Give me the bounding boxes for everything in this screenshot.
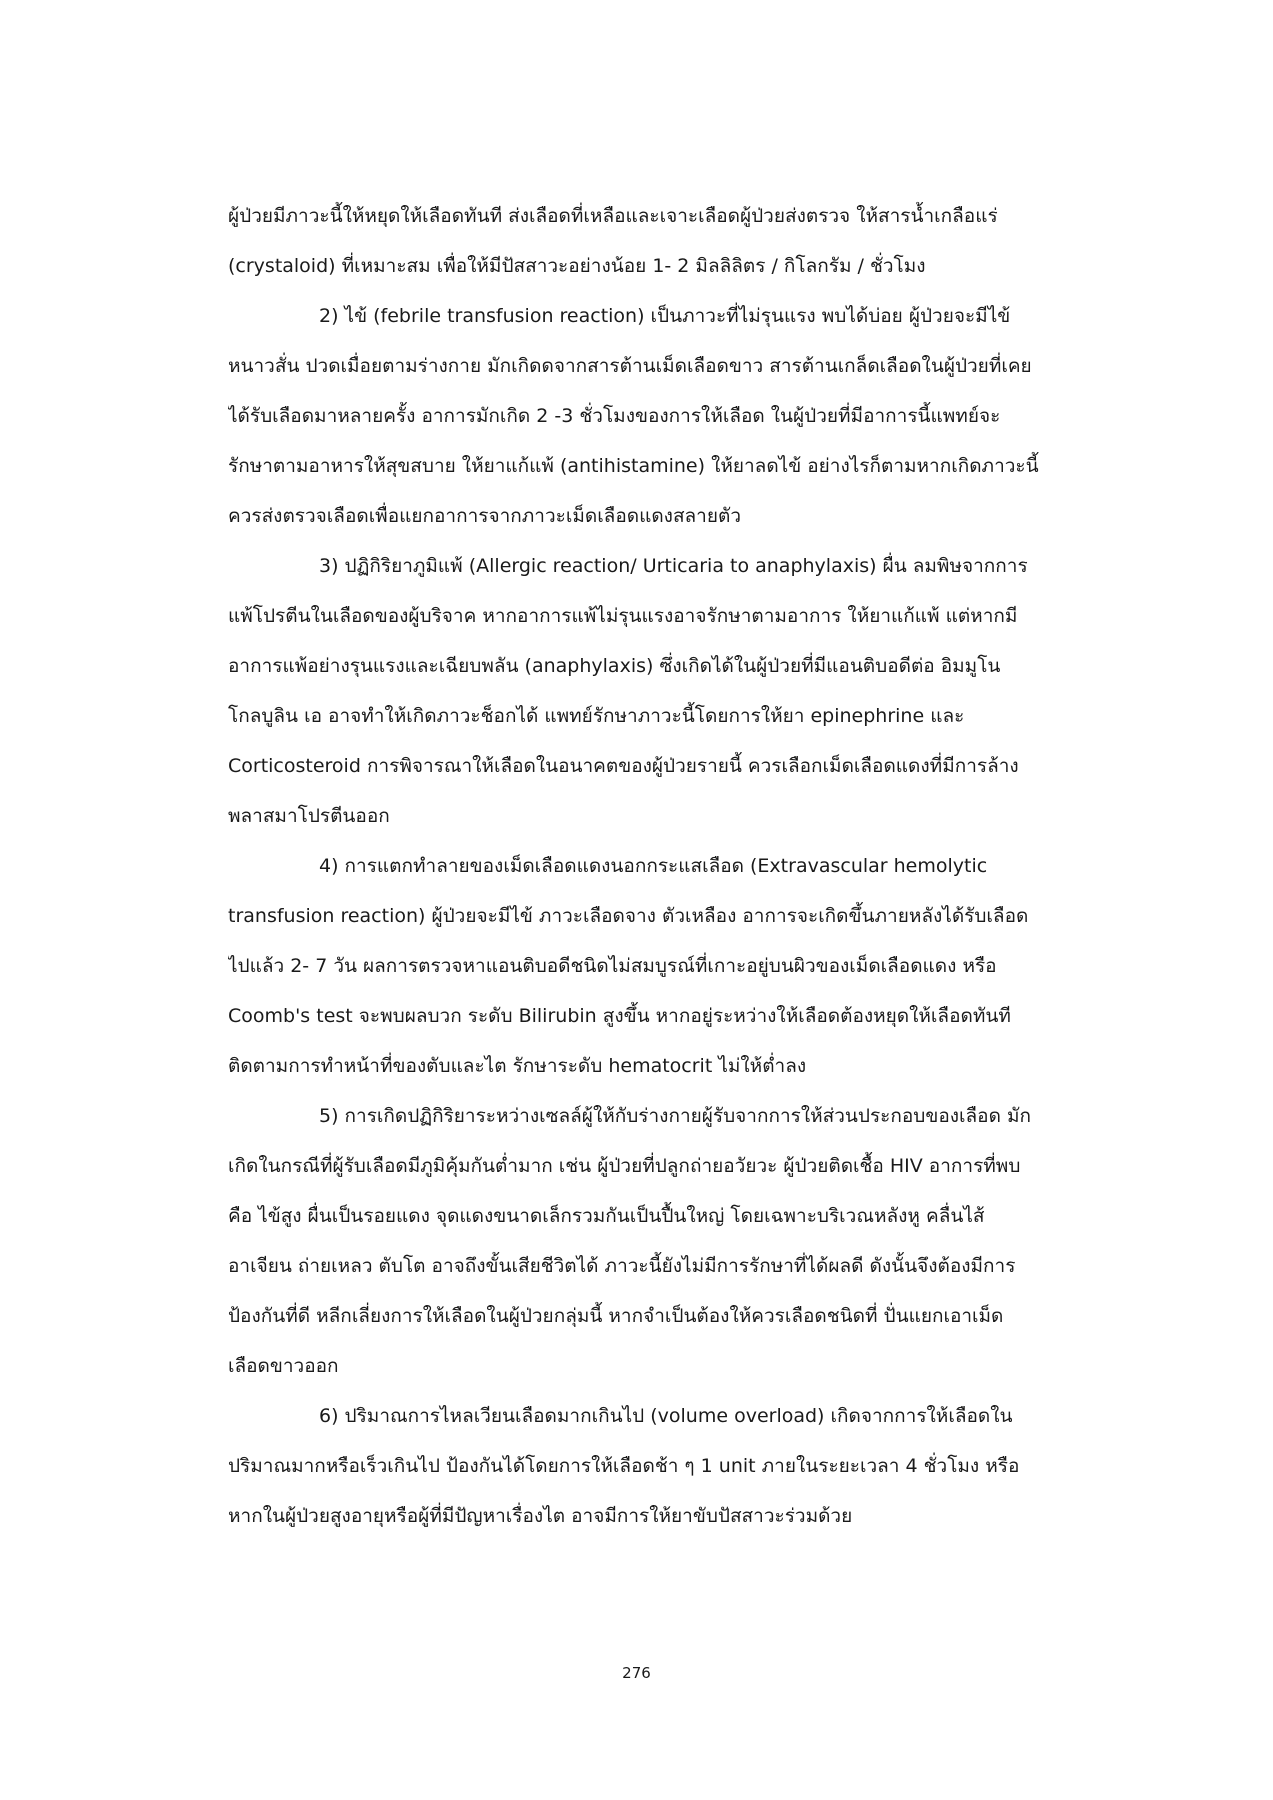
page-number: 276	[622, 1664, 651, 1682]
body-text-line: ไปแล้ว 2- 7 วัน ผลการตรวจหาแอนติบอดีชนิดไม่สมบูรณ์ที่เกาะอยู่บนผิวของเม็ดเลือดแดง หรือ	[228, 955, 997, 977]
body-text-line: หนาวสั่น ปวดเมื่อยตามร่างกาย มักเกิดดจากสารต้านเม็ดเลือดขาว สารต้านเกล็ดเลือดในผู้ป่วยที่เคย	[228, 355, 1032, 377]
body-text-line: ผู้ป่วยมีภาวะนี้ให้หยุดให้เลือดทันที ส่งเลือดที่เหลือและเจาะเลือดผู้ป่วยส่งตรวจ ให้สารน้ำเกลือแร่	[228, 205, 998, 227]
body-text-line: Corticosteroid การพิจารณาให้เลือดในอนาคตของผู้ป่วยรายนี้ ควรเลือกเม็ดเลือดแดงที่มีการล้าง	[228, 755, 1019, 777]
body-text-line: แพ้โปรตีนในเลือดของผู้บริจาค หากอาการแพ้ไม่รุนแรงอาจรักษาตามอาการ ให้ยาแก้แพ้ แต่หากมี	[228, 605, 1018, 627]
paragraph-first-line: 6) ปริมาณการไหลเวียนเลือดมากเกินไป (volume overload) เกิดจากการให้เลือดใน	[319, 1405, 1013, 1427]
body-text-line: รักษาตามอาหารให้สุขสบาย ให้ยาแก้แพ้ (antihistamine) ให้ยาลดไข้ อย่างไรก็ตามหากเกิดภาวะนี้	[228, 455, 1039, 477]
body-text-line: เกิดในกรณีที่ผู้รับเลือดมีภูมิคุ้มกันต่ำมาก เช่น ผู้ป่วยที่ปลูกถ่ายอวัยวะ ผู้ป่วยติดเชื้อ HIV อาการที่พบ	[228, 1155, 1021, 1177]
body-text-line: transfusion reaction) ผู้ป่วยจะมีไข้ ภาวะเลือดจาง ตัวเหลือง อาการจะเกิดขึ้นภายหลังได้รับเลือด	[228, 905, 1029, 927]
body-text-line: คือ ไข้สูง ผื่นเป็นรอยแดง จุดแดงขนาดเล็กรวมกันเป็นปื้นใหญ่ โดยเฉพาะบริเวณหลังหู คลื่นไส้	[228, 1205, 985, 1227]
body-text-line: ป้องกันที่ดี หลีกเลี่ยงการให้เลือดในผู้ป่วยกลุ่มนี้ หากจำเป็นต้องให้ควรเลือดชนิดที่ ปั่นแยกเอาเม็ด	[228, 1305, 1004, 1327]
body-text-line: เลือดขาวออก	[228, 1355, 339, 1377]
body-text-line: ควรส่งตรวจเลือดเพื่อแยกอาการจากภาวะเม็ดเลือดแดงสลายตัว	[228, 505, 741, 527]
body-text-line: (crystaloid) ที่เหมาะสม เพื่อให้มีปัสสาวะอย่างน้อย 1- 2 มิลลิลิตร / กิโลกรัม / ชั่วโมง	[228, 255, 926, 277]
body-text-line: อาเจียน ถ่ายเหลว ตับโต อาจถึงขั้นเสียชีวิตได้ ภาวะนี้ยังไม่มีการรักษาที่ได้ผลดี ดังนั้นจึงต้องมีการ	[228, 1255, 1016, 1277]
body-text-line: อาการแพ้อย่างรุนแรงและเฉียบพลัน (anaphylaxis) ซึ่งเกิดได้ในผู้ป่วยที่มีแอนติบอดีต่อ อิมมูโน	[228, 655, 1001, 677]
body-text-line: Coomb's test จะพบผลบวก ระดับ Bilirubin สูงขึ้น หากอยู่ระหว่างให้เลือดต้องหยุดให้เลือดทันที	[228, 1005, 1011, 1027]
body-text-line: โกลบูลิน เอ อาจทำให้เกิดภาวะช็อกได้ แพทย์รักษาภาวะนี้โดยการให้ยา epinephrine และ	[228, 705, 965, 727]
paragraph-first-line: 4) การแตกทำลายของเม็ดเลือดแดงนอกกระแสเลือด (Extravascular hemolytic	[319, 855, 988, 877]
body-text-line: ปริมาณมากหรือเร็วเกินไป ป้องกันได้โดยการให้เลือดช้า ๆ 1 unit ภายในระยะเวลา 4 ชั่วโมง หรือ	[228, 1455, 1020, 1477]
paragraph-first-line: 5) การเกิดปฏิกิริยาระหว่างเซลล์ผู้ให้กับร่างกายผู้รับจากการให้ส่วนประกอบของเลือด มัก	[319, 1105, 1031, 1127]
body-text-line: ติดตามการทำหน้าที่ของตับและไต รักษาระดับ hematocrit ไม่ให้ต่ำลง	[228, 1055, 807, 1077]
paragraph-first-line: 3) ปฏิกิริยาภูมิแพ้ (Allergic reaction/ Urticaria to anaphylaxis) ผื่น ลมพิษจากการ	[319, 555, 1028, 577]
paragraph-first-line: 2) ไข้ (febrile transfusion reaction) เป็นภาวะที่ไม่รุนแรง พบได้บ่อย ผู้ป่วยจะมีไข้	[319, 305, 1011, 327]
body-text-line: ได้รับเลือดมาหลายครั้ง อาการมักเกิด 2 -3 ชั่วโมงของการให้เลือด ในผู้ป่วยที่มีอาการนี้แพทย์จะ	[228, 405, 1001, 427]
body-text-line: หากในผู้ป่วยสูงอายุหรือผู้ที่มีปัญหาเรื่องไต อาจมีการให้ยาขับปัสสาวะร่วมด้วย	[228, 1505, 853, 1527]
body-text-line: พลาสมาโปรตีนออก	[228, 805, 390, 827]
